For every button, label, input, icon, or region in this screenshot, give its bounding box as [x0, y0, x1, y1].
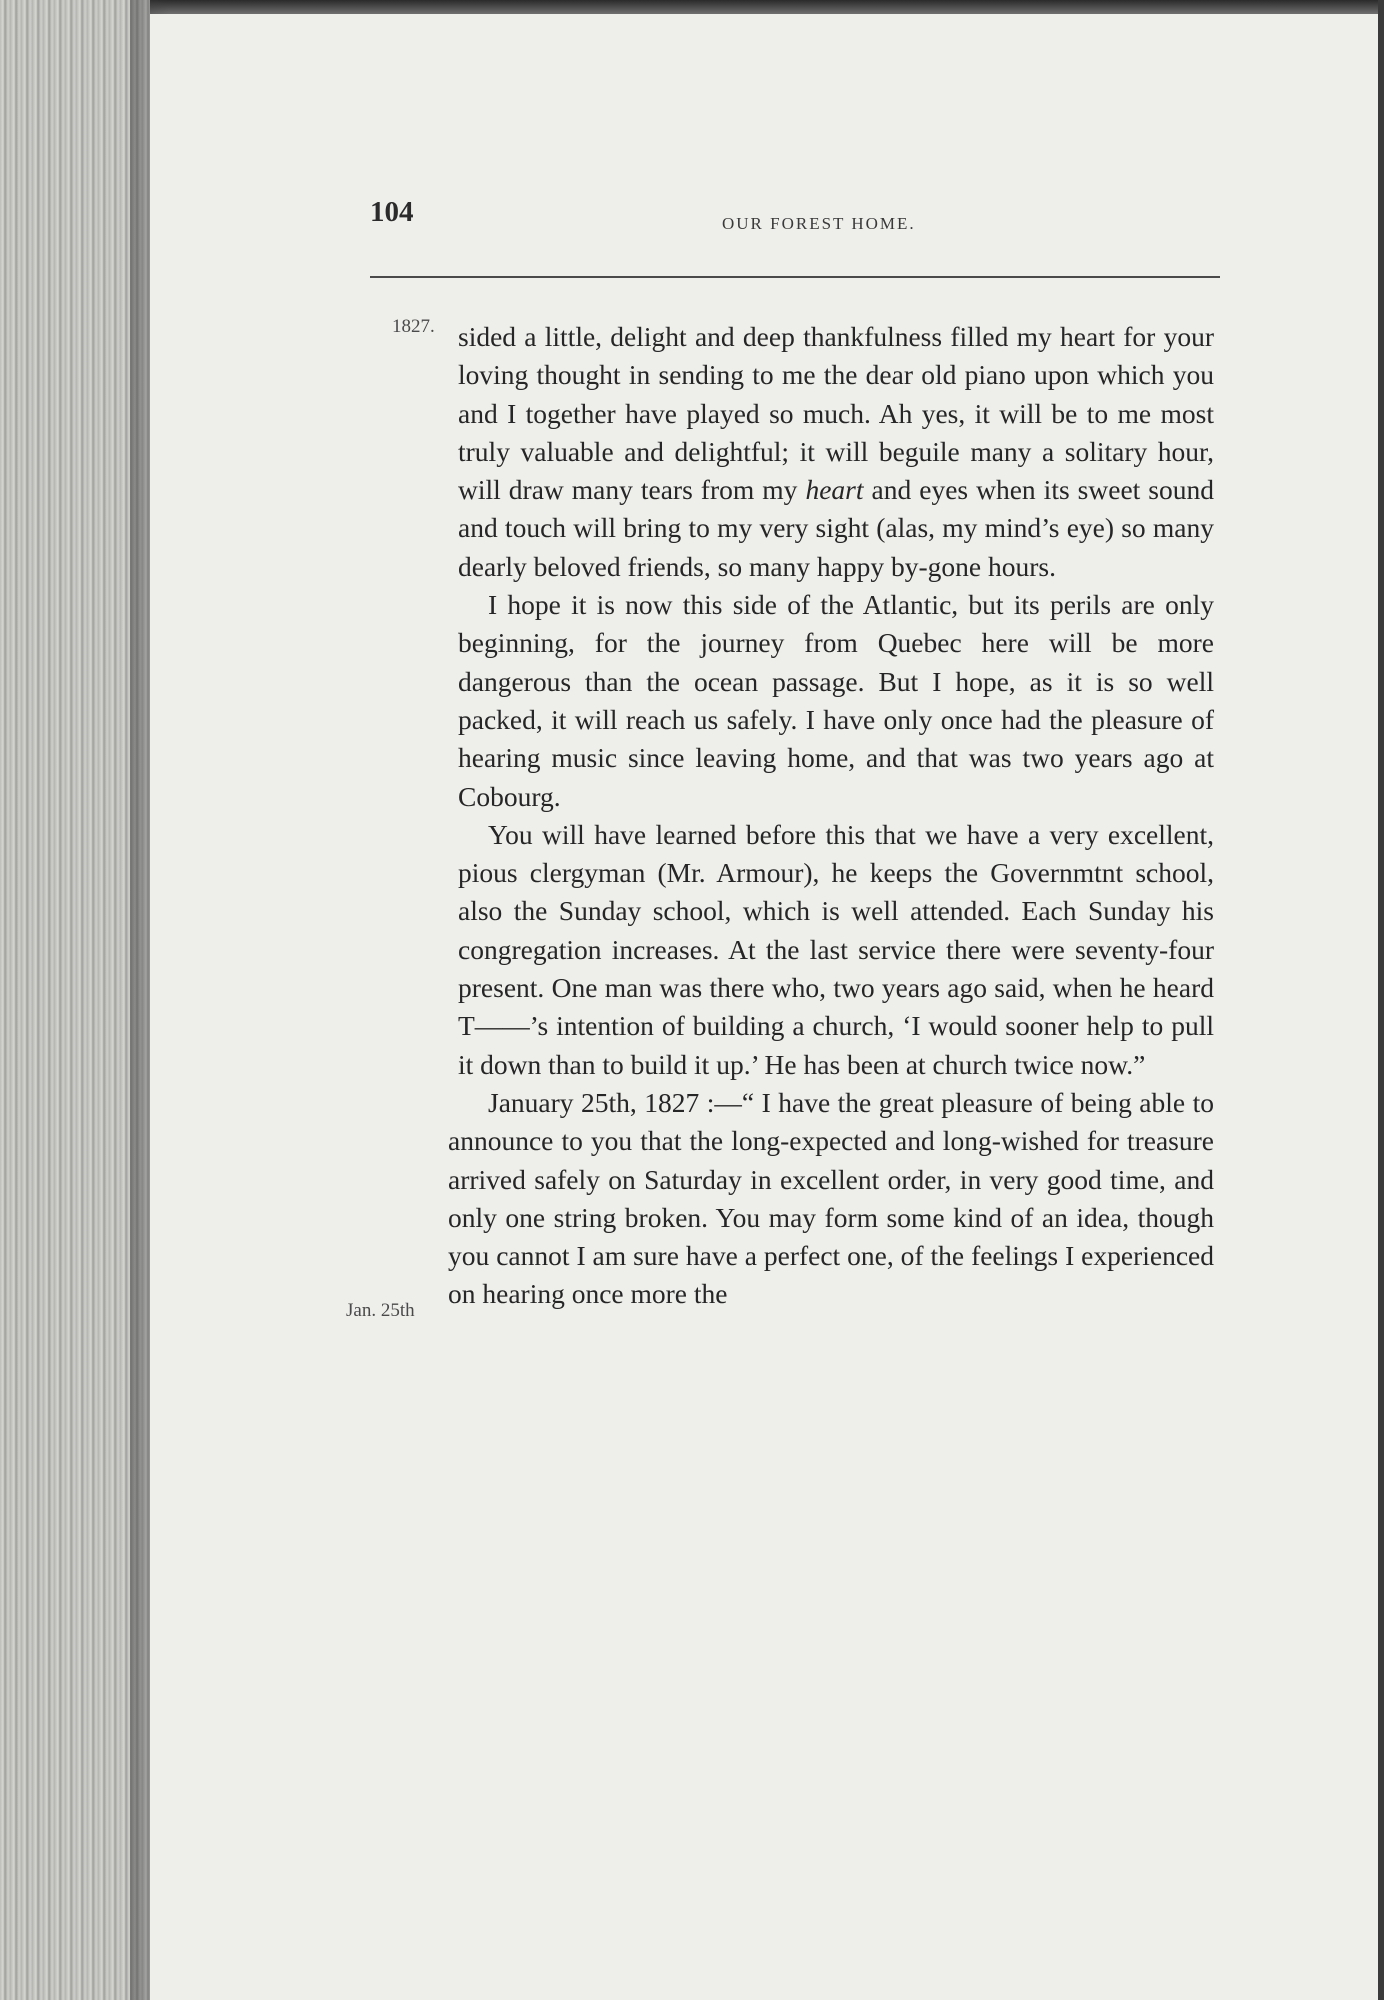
paragraph-4: January 25th, 1827 :—“ I have the great pleasure of being able to announce to you that the long-expected and long-wished for treasure arrived safely on Saturday in excellent order, in very good time, and only one string broken. You may form some kind of an idea, though you cannot I am sure have a perfect one, of the feelings I experienced on hearing once more the — [448, 1086, 1214, 1310]
running-title: OUR FOREST HOME. — [722, 214, 916, 233]
margin-note-year: 1827. — [392, 316, 435, 337]
page-header — [370, 196, 1220, 236]
paragraph-1 — [458, 318, 1214, 586]
margin-note-date: Jan. 25th — [346, 1300, 415, 1321]
paragraph-1-text: sided a little, delight and deep thankfulness filled my heart for your loving thought in sending to me the dear old piano upon which you and I together have played so much. Ah yes, it will be to me most truly valuable and delightful; it will beguile many a solitary hour, will draw many tears from my — [458, 321, 1214, 506]
paragraph-1-emphasis: heart — [805, 474, 864, 506]
body-text — [448, 318, 1215, 1314]
paragraph-2: I hope it is now this side of the Atlantic, but its perils are only beginning, for the journey from Quebec here will be more dangerous than the ocean passage. But I hope, as it is so well packed, it will reach us safely. I have only once had the pleasure of hearing music since leaving home, and that was two years ago at Cobourg. — [458, 589, 1214, 812]
paragraph-3: You will have learned before this that we have a very excellent, pious clergyman (Mr. Armour), he keeps the Governmtnt school, also the Sunday school, which is well attended. Each Sunday his congregation increases. At the last service there were seventy-four present. One man was there who, two years ago said, when he heard T——’s intention of building a church, ‘I would sooner help to pull it down than to build it up.’ He has been at church twice now.” — [458, 818, 1214, 1080]
header-rule — [370, 276, 1220, 278]
paragraph-1-tail: and eyes when its sweet sound and touch will bring to my very sight (alas, my mind’s eye) so many dearly beloved friends, so many happy by-gone hours. — [458, 474, 1215, 582]
book-page-edges — [0, 0, 150, 2000]
scan-border-right — [1378, 0, 1384, 2000]
scan-border-top — [0, 0, 1384, 14]
page-number: 104 — [370, 196, 414, 228]
